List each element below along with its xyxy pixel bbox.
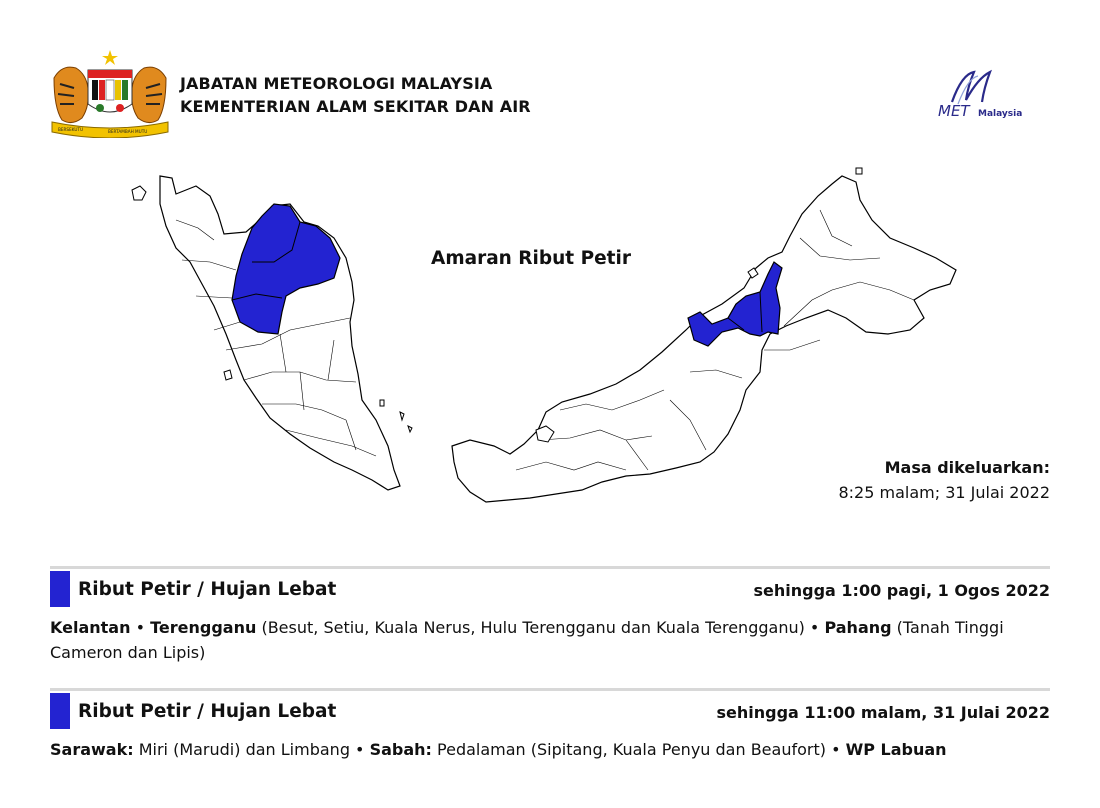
svg-text:BERTAMBAH MUTU: BERTAMBAH MUTU [108,129,148,134]
area-name: WP Labuan [845,740,947,759]
agency-line-2: KEMENTERIAN ALAM SEKITAR DAN AIR [180,97,531,116]
issue-time-value: 8:25 malam; 31 Julai 2022 [838,483,1050,502]
area-name: Terengganu [150,618,257,637]
warning-areas: Kelantan • Terengganu (Besut, Setiu, Kuala Nerus, Hulu Terengganu dan Kuala Terengganu) • Pahang (Tanah Tinggi Cameron dan Lipis) [50,618,1004,662]
malaysia-coat-of-arms-logo [48,48,172,138]
map-title: Amaran Ribut Petir [431,248,631,269]
met-malaysia-logo [930,66,1050,122]
warning-valid-until: sehingga 1:00 pagi, 1 Ogos 2022 [753,581,1050,600]
warning-title: Ribut Petir / Hujan Lebat [78,579,337,600]
area-name: Sabah: [369,740,432,759]
area-name: Pahang [824,618,892,637]
warning-title: Ribut Petir / Hujan Lebat [78,701,337,722]
svg-text:BERSEKUTU: BERSEKUTU [58,127,84,132]
warning-header [50,691,1050,727]
area-name: Sarawak: [50,740,134,759]
warning-valid-until: sehingga 11:00 malam, 31 Julai 2022 [716,703,1050,722]
met-logo-text: MET [938,102,970,120]
area-detail: (Besut, Setiu, Kuala Nerus, Hulu Terengganu dan Kuala Terengganu) [261,618,805,637]
met-logo-subtext: Malaysia [978,109,1023,119]
issue-time-block [838,455,1050,505]
area-name: Kelantan [50,618,131,637]
area-detail: (Tanah Tinggi Cameron dan Lipis) [50,618,1004,662]
warning-color-bar [50,571,70,607]
issue-time-label: Masa dikeluarkan: [884,458,1050,477]
agency-line-1: JABATAN METEOROLOGI MALAYSIA [180,74,493,93]
area-detail: Pedalaman (Sipitang, Kuala Penyu dan Beaufort) [437,740,826,759]
warning-block-1 [50,566,1050,665]
agency-name [180,72,531,118]
warning-block-2 [50,688,1050,762]
warning-areas: Sarawak: Miri (Marudi) dan Limbang • Sabah: Pedalaman (Sipitang, Kuala Penyu dan Beaufort) • WP Labuan [50,740,947,759]
warning-header [50,569,1050,605]
area-detail: Miri (Marudi) dan Limbang [138,740,350,759]
warning-color-bar [50,693,70,729]
